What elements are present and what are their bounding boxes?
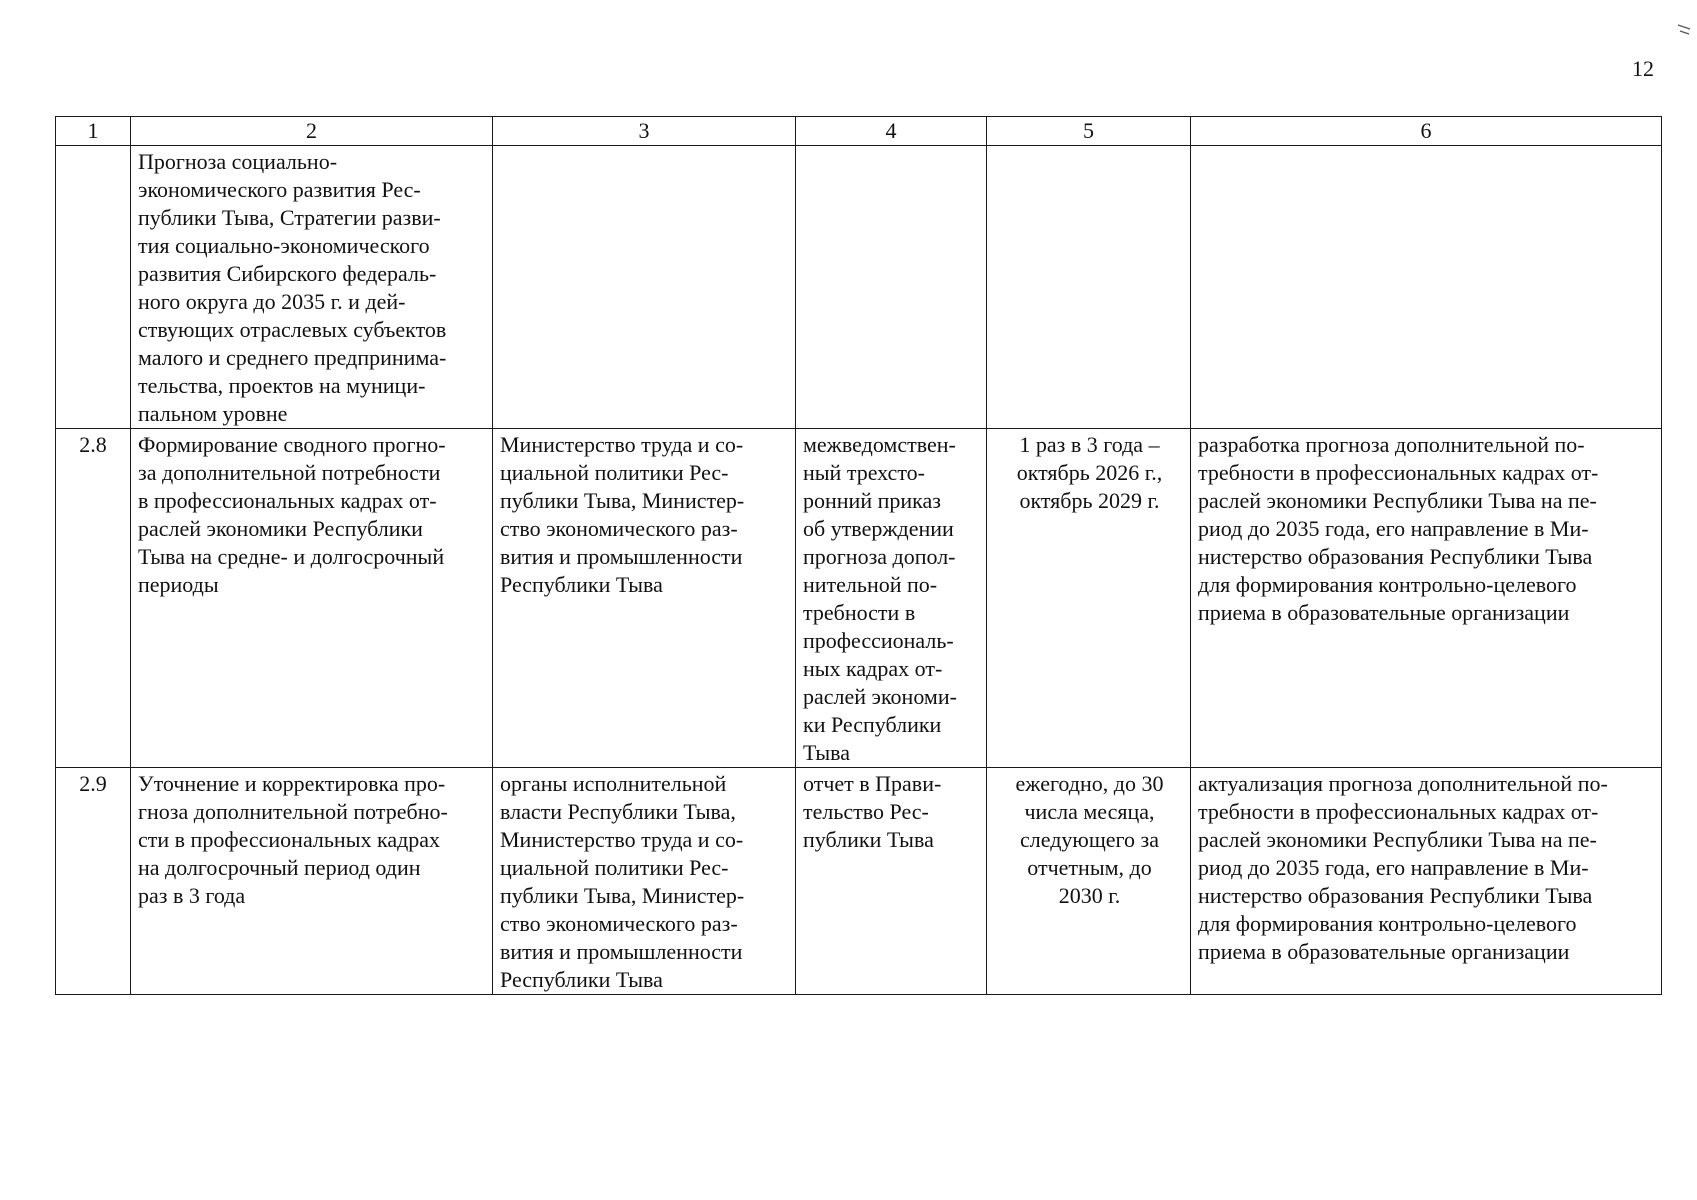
page-number: 12 xyxy=(1632,56,1654,81)
row-action: Формирование сводного прогно- за дополнительной потребности в профессиональных кадрах от- раслей экономики Республики Тыва на средне- и долгосрочный периоды xyxy=(131,429,493,768)
row-executor: Министерство труда и со- циальной политики Рес- публики Тыва, Министер- ство экономического раз- вития и промышленности Республики Тыва xyxy=(493,429,796,768)
column-header: 3 xyxy=(493,117,796,146)
column-header: 1 xyxy=(56,117,131,146)
plan-table xyxy=(55,116,1662,995)
row-number: 2.9 xyxy=(56,768,131,995)
row-number xyxy=(56,146,131,429)
row-action: Прогноза социально- экономического развития Рес- публики Тыва, Стратегии разви- тия социально-экономического развития Сибирского федераль- ного округа до 2035 г. и дей- ствующих отраслевых субъектов малого и среднего предпринима- тельства, проектов на муници- пальном уровне xyxy=(131,146,493,429)
table-row xyxy=(56,146,1662,429)
row-executor: органы исполнительной власти Республики Тыва, Министерство труда и со- циальной политики Рес- публики Тыва, Министер- ство экономического раз- вития и промышленности Республики Тыва xyxy=(493,768,796,995)
table-header-row xyxy=(56,117,1662,146)
column-header: 5 xyxy=(987,117,1191,146)
row-deadline: 1 раз в 3 года – октябрь 2026 г., октябрь 2029 г. xyxy=(987,429,1191,768)
column-header: 4 xyxy=(796,117,987,146)
row-deadline xyxy=(987,146,1191,429)
corner-mark-icon xyxy=(1676,22,1692,38)
row-document xyxy=(796,146,987,429)
column-header: 2 xyxy=(131,117,493,146)
table-row xyxy=(56,429,1662,768)
row-document: отчет в Прави- тельство Рес- публики Тыва xyxy=(796,768,987,995)
row-result xyxy=(1191,146,1662,429)
row-result: актуализация прогноза дополнительной по- требности в профессиональных кадрах от- раслей экономики Республики Тыва на пе- риод до 2035 года, его направление в Ми- нистерство образования Республики Тыва для формирования контрольно-целевого приема в образовательные организации xyxy=(1191,768,1662,995)
row-document: межведомствен- ный трехсто- ронний приказ об утверждении прогноза допол- нительной по- требности в профессиональ- ных кадрах от- раслей экономи- ки Республики Тыва xyxy=(796,429,987,768)
column-header: 6 xyxy=(1191,117,1662,146)
table-row xyxy=(56,768,1662,995)
row-deadline: ежегодно, до 30 числа месяца, следующего за отчетным, до 2030 г. xyxy=(987,768,1191,995)
row-number: 2.8 xyxy=(56,429,131,768)
row-result: разработка прогноза дополнительной по- требности в профессиональных кадрах от- раслей экономики Республики Тыва на пе- риод до 2035 года, его направление в Ми- нистерство образования Республики Тыва для формирования контрольно-целевого приема в образовательные организации xyxy=(1191,429,1662,768)
row-executor xyxy=(493,146,796,429)
row-action: Уточнение и корректировка про- гноза дополнительной потребно- сти в профессиональных кадрах на долгосрочный период один раз в 3 года xyxy=(131,768,493,995)
